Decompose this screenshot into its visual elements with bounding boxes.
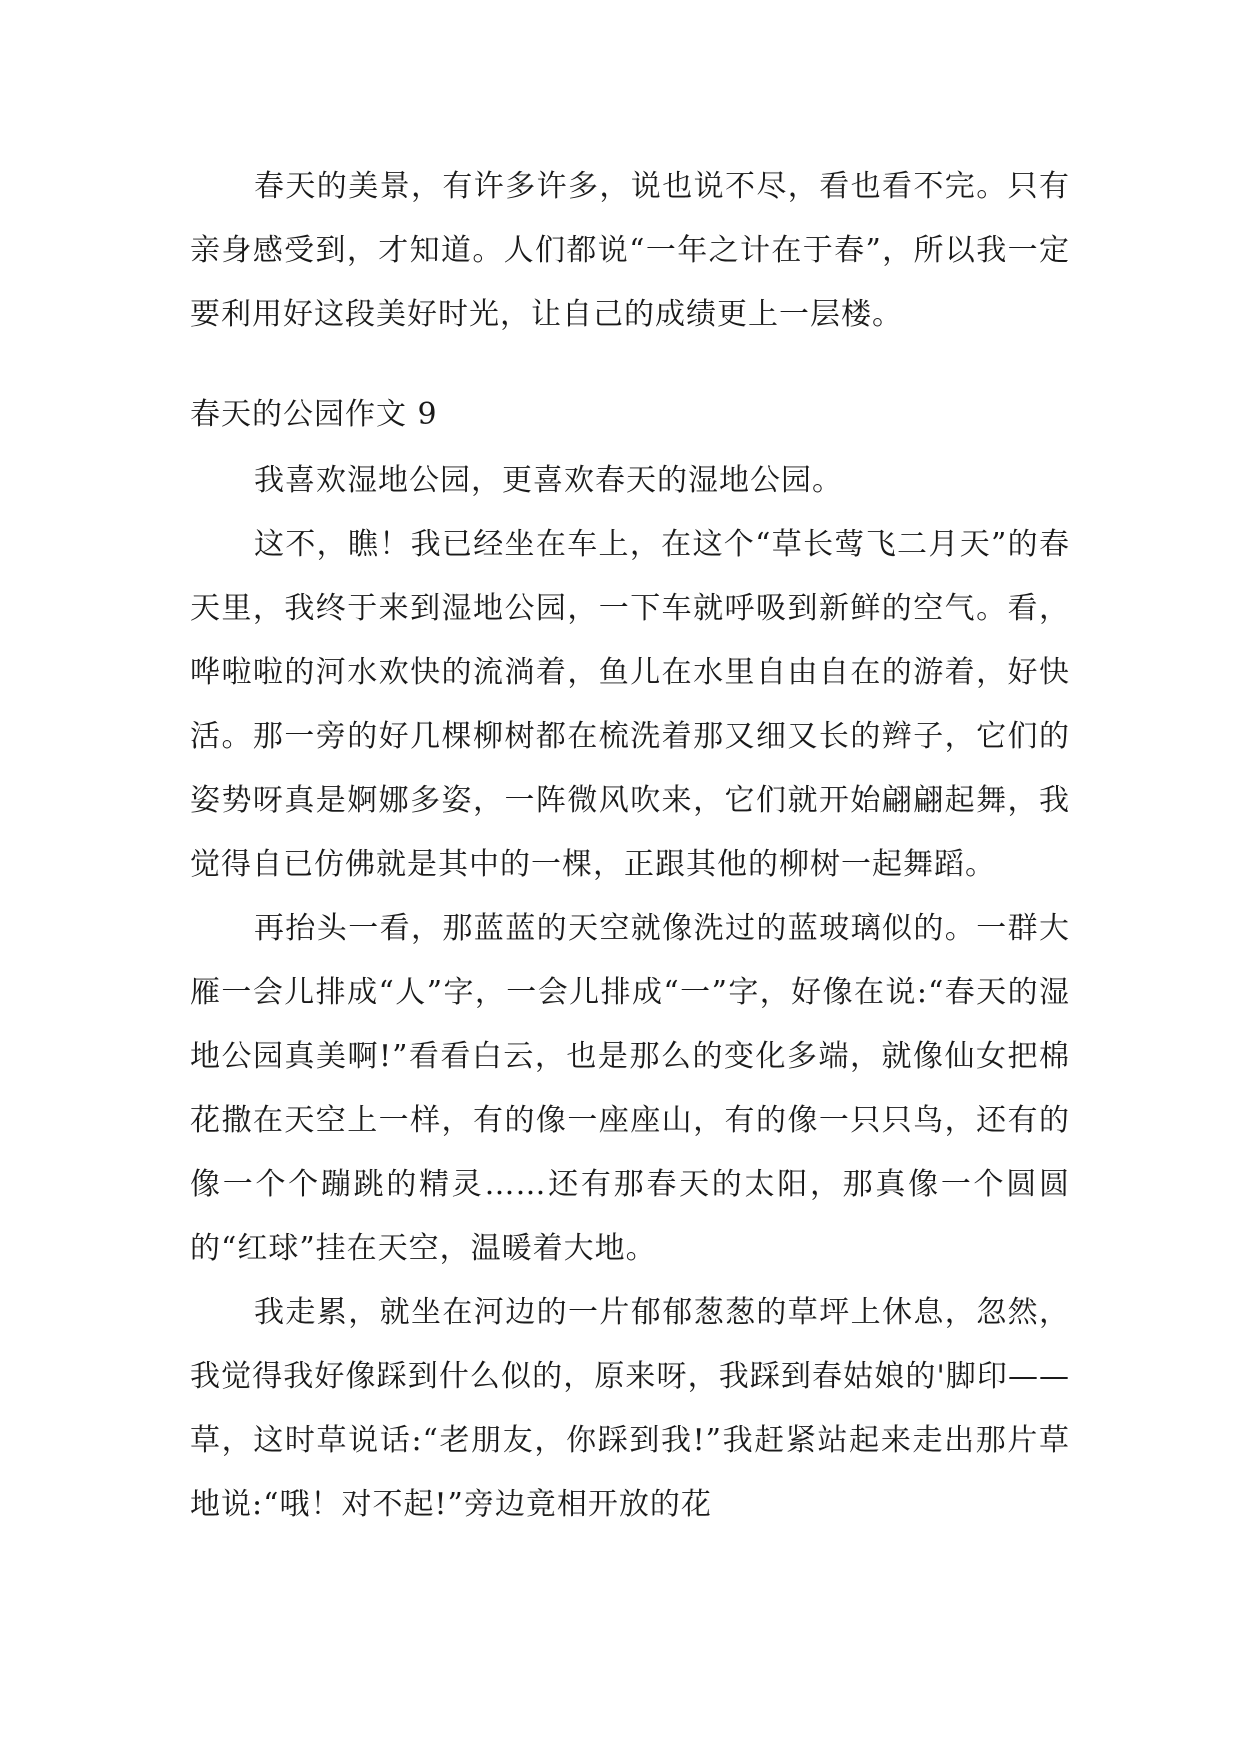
previous-essay-ending	[190, 155, 1070, 347]
body-paragraph: 我走累，就坐在河边的一片郁郁葱葱的草坪上休息，忽然，我觉得我好像踩到什么似的，原来呀，我踩到春姑娘的'脚印——草，这时草说话:“老朋友，你踩到我!”我赶紧站起来走出那片草地说:“哦！对不起!”旁边竟相开放的花	[190, 1295, 1070, 1522]
body-paragraph: 再抬头一看，那蓝蓝的天空就像洗过的蓝玻璃似的。一群大雁一会儿排成“人”字，一会儿排成“一”字，好像在说:“春天的湿地公园真美啊!”看看白云，也是那么的变化多端，就像仙女把棉花撒在天空上一样，有的像一座座山，有的像一只只鸟，还有的像一个个蹦跳的精灵……还有那春天的太阳，那真像一个圆圆的“红球”挂在天空，温暖着大地。	[190, 911, 1070, 1266]
essay-section	[190, 385, 1070, 1537]
body-paragraph: 这不，瞧！我已经坐在车上，在这个“草长莺飞二月天”的春天里，我终于来到湿地公园，一下车就呼吸到新鲜的空气。看，哗啦啦的河水欢快的流淌着，鱼儿在水里自由自在的游着，好快活。那一旁的好几棵柳树都在梳洗着那又细又长的辫子，它们的姿势呀真是婀娜多姿，一阵微风吹来，它们就开始翩翩起舞，我觉得自已仿佛就是其中的一棵，正跟其他的柳树一起舞蹈。	[190, 527, 1070, 882]
body-paragraph: 春天的美景，有许多许多，说也说不尽，看也看不完。只有亲身感受到，才知道。人们都说“一年之计在于春”，所以我一定要利用好这段美好时光，让自己的成绩更上一层楼。	[190, 169, 1070, 332]
body-paragraph: 我喜欢湿地公园，更喜欢春天的湿地公园。	[254, 463, 843, 498]
essay-title: 春天的公园作文 9	[190, 397, 438, 432]
